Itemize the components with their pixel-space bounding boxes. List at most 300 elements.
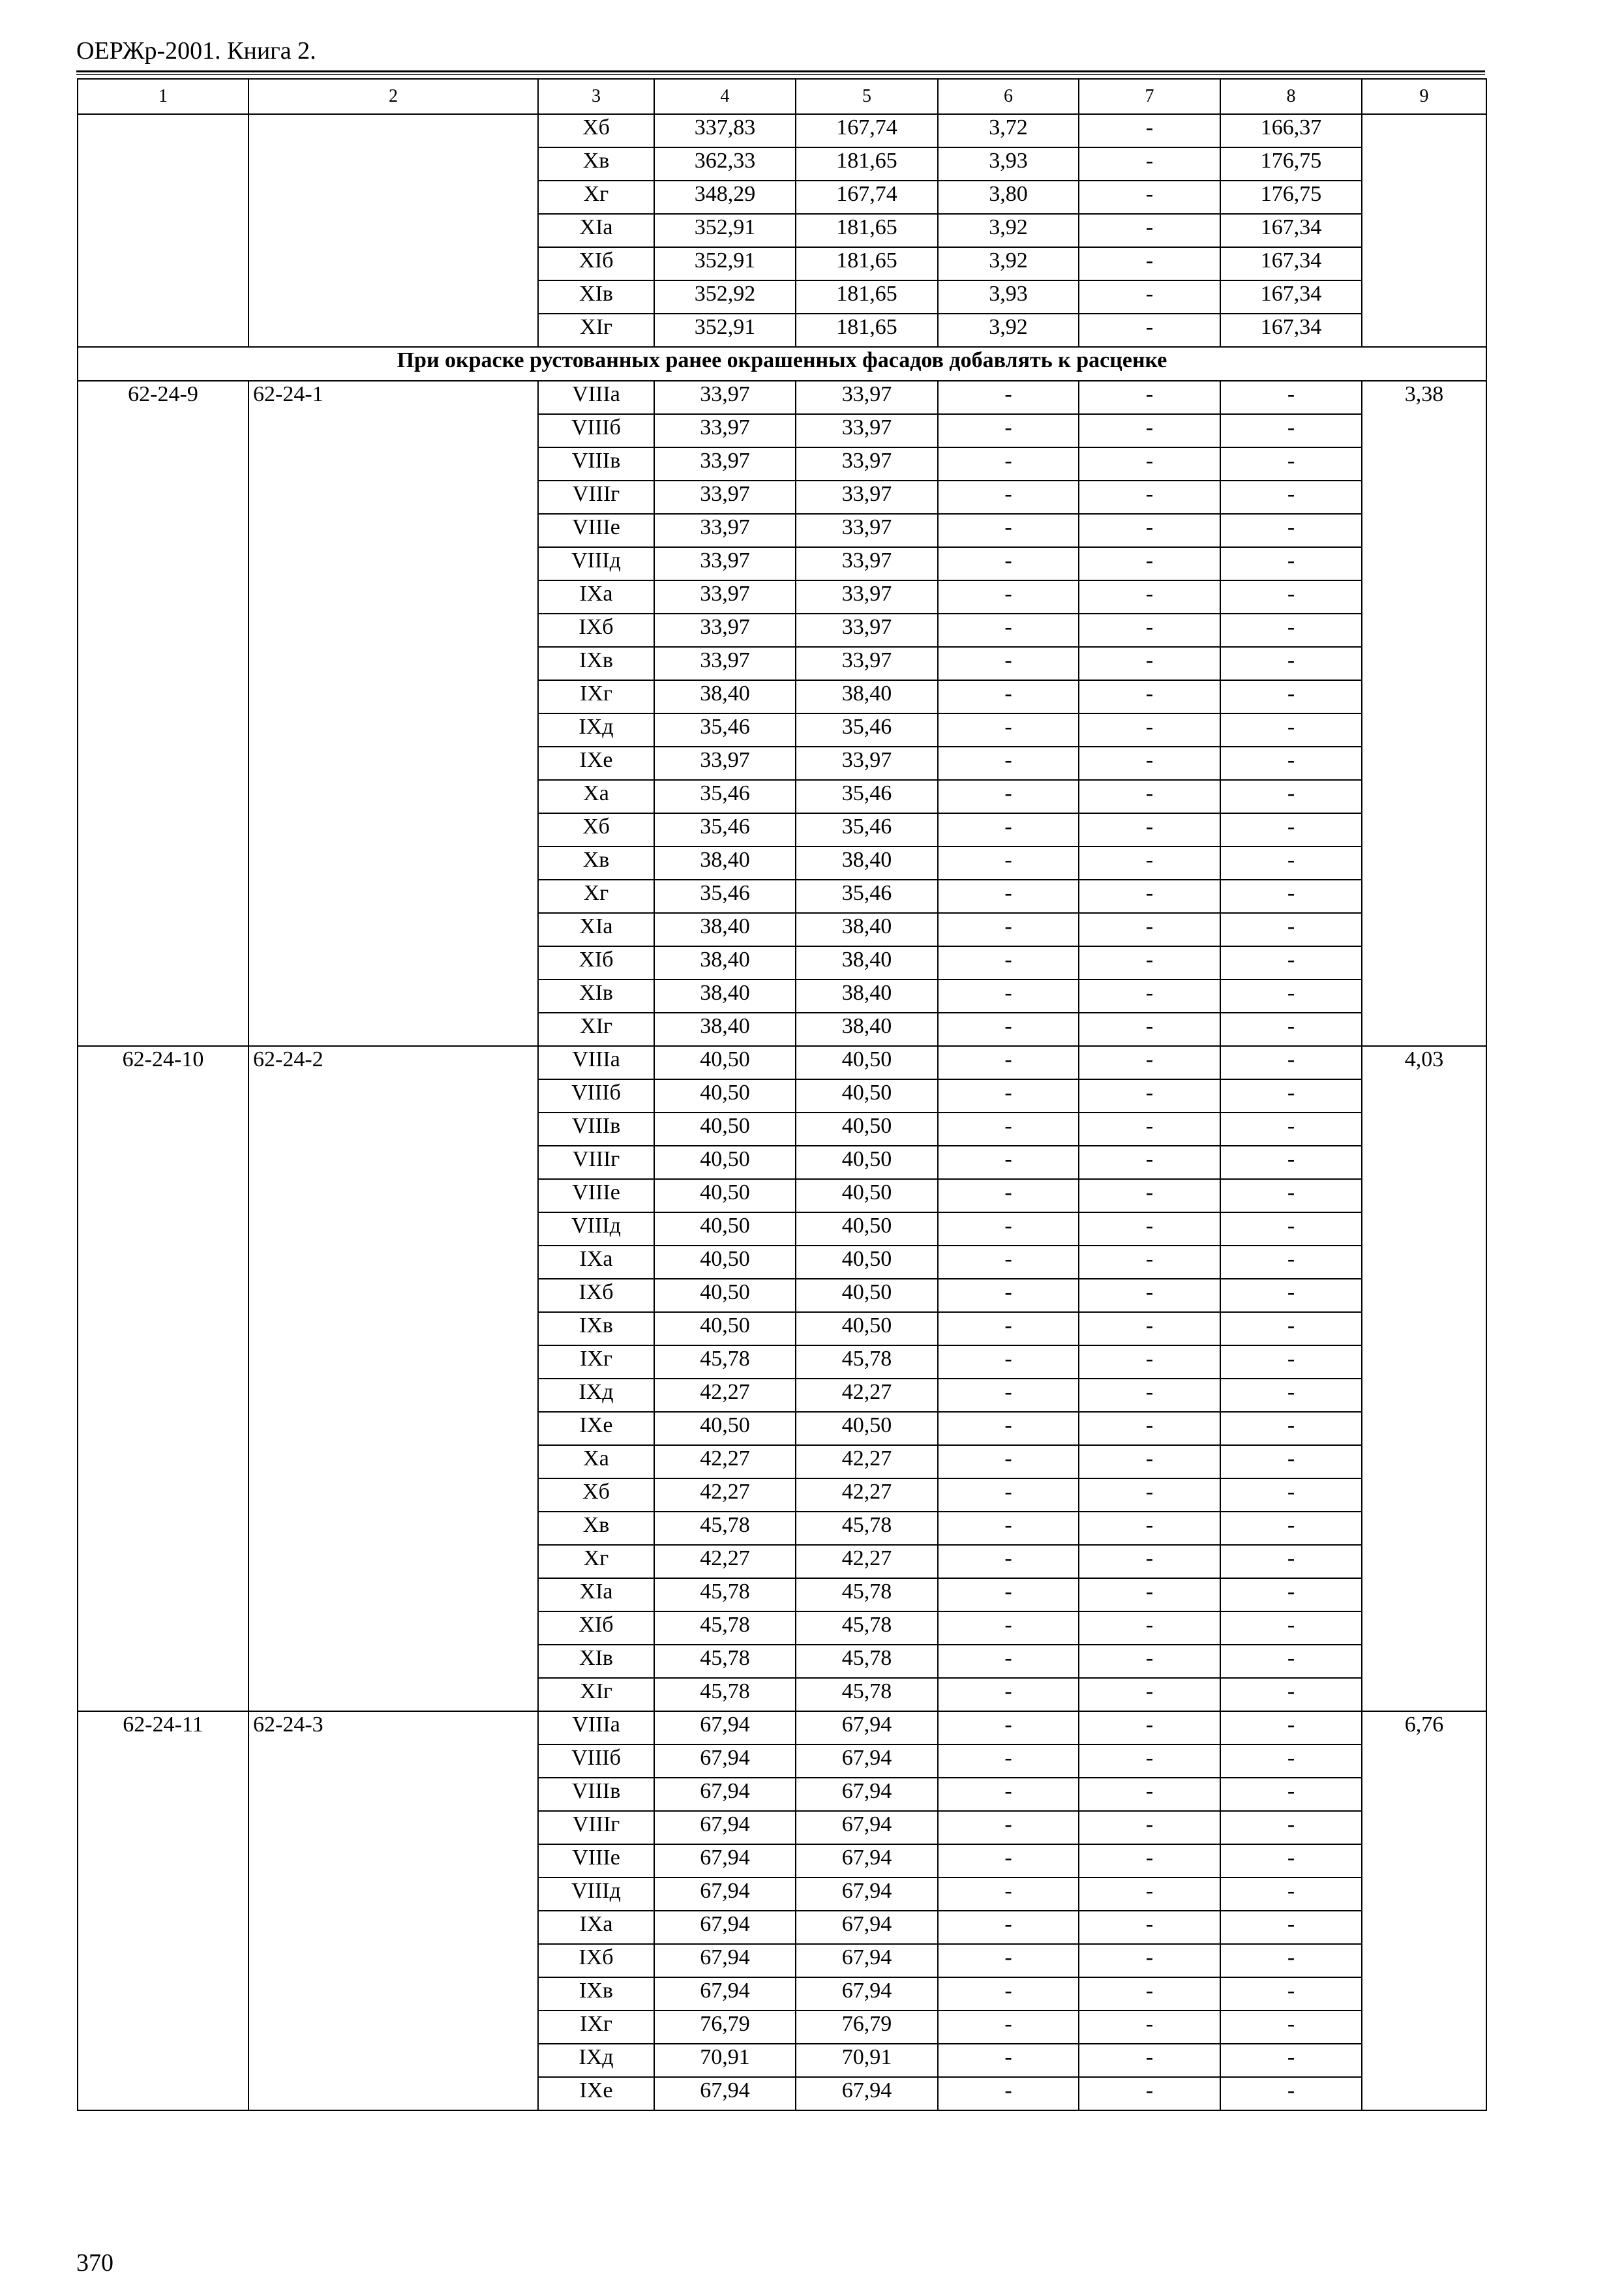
cell-c3: IXб: [538, 1279, 654, 1312]
cell-c4: 38,40: [654, 680, 796, 713]
cell-c6: -: [938, 1478, 1079, 1512]
cell-c8: -: [1220, 2077, 1362, 2110]
cell-c5: 38,40: [796, 946, 938, 980]
cell-c7: -: [1079, 980, 1220, 1013]
cell-c4: 33,97: [654, 547, 796, 580]
cell-c5: 45,78: [796, 1578, 938, 1611]
cell-c3: Xг: [538, 181, 654, 214]
cell-c5: 38,40: [796, 1013, 938, 1046]
cell-c4: 45,78: [654, 1611, 796, 1645]
cell-c6: -: [938, 514, 1079, 547]
cell-c7: -: [1079, 1678, 1220, 1711]
cell-c5: 167,74: [796, 181, 938, 214]
cell-c4: 67,94: [654, 1778, 796, 1811]
cell-c8: -: [1220, 1878, 1362, 1911]
cell-c4: 33,97: [654, 481, 796, 514]
cell-c7: -: [1079, 1146, 1220, 1179]
cell-c6: -: [938, 1678, 1079, 1711]
cell-c3: Xб: [538, 1478, 654, 1512]
cell-c5: 33,97: [796, 647, 938, 680]
cell-c4: 38,40: [654, 980, 796, 1013]
cell-c7: -: [1079, 2044, 1220, 2077]
cell-c3: IXд: [538, 1379, 654, 1412]
cell-c7: -: [1079, 846, 1220, 880]
column-header: 6: [938, 79, 1079, 114]
cell-c6: -: [938, 1113, 1079, 1146]
column-header: 8: [1220, 79, 1362, 114]
cell-c4: 45,78: [654, 1678, 796, 1711]
cell-c5: 45,78: [796, 1611, 938, 1645]
cell-c4: 38,40: [654, 846, 796, 880]
cell-c9-empty: [1362, 114, 1486, 347]
cell-c3: XIа: [538, 913, 654, 946]
cell-c6: -: [938, 1911, 1079, 1944]
cell-c7: -: [1079, 1878, 1220, 1911]
cell-c8: -: [1220, 1445, 1362, 1478]
cell-c5: 33,97: [796, 614, 938, 647]
table-body: [78, 79, 1486, 2110]
cell-c6: -: [938, 1146, 1079, 1179]
column-header: 1: [78, 79, 248, 114]
cell-c6: -: [938, 2077, 1079, 2110]
cell-c4: 352,91: [654, 247, 796, 280]
cell-c6: 3,80: [938, 181, 1079, 214]
cell-c6: -: [938, 747, 1079, 780]
cell-c4: 40,50: [654, 1179, 796, 1212]
cell-c3: XIа: [538, 1578, 654, 1611]
cell-c6: -: [938, 614, 1079, 647]
cell-c3: VIIIа: [538, 1046, 654, 1079]
cell-c4: 33,97: [654, 514, 796, 547]
cell-c4: 35,46: [654, 880, 796, 913]
cell-c6: -: [938, 381, 1079, 414]
cell-c3: IXе: [538, 2077, 654, 2110]
cell-c6: -: [938, 1844, 1079, 1878]
cell-c6: -: [938, 2044, 1079, 2077]
cell-c3: IXг: [538, 680, 654, 713]
cell-c3: XIв: [538, 980, 654, 1013]
cell-c8: -: [1220, 1645, 1362, 1678]
cell-c6: 3,72: [938, 114, 1079, 147]
cell-c4: 40,50: [654, 1212, 796, 1246]
cell-c4: 45,78: [654, 1345, 796, 1379]
cell-c4: 45,78: [654, 1578, 796, 1611]
cell-c5: 45,78: [796, 1645, 938, 1678]
cell-c3: XIб: [538, 946, 654, 980]
cell-c3: XIа: [538, 214, 654, 247]
cell-c4: 40,50: [654, 1246, 796, 1279]
cell-c6: -: [938, 1179, 1079, 1212]
cell-c6: -: [938, 846, 1079, 880]
cell-c8: -: [1220, 1046, 1362, 1079]
cell-c7: -: [1079, 580, 1220, 614]
cell-c8: -: [1220, 1113, 1362, 1146]
cell-c6: -: [938, 1645, 1079, 1678]
cell-c7: -: [1079, 1744, 1220, 1778]
cell-c8: -: [1220, 547, 1362, 580]
cell-c3: VIIIд: [538, 1212, 654, 1246]
cell-c3: VIIIг: [538, 1811, 654, 1844]
cell-c5: 33,97: [796, 747, 938, 780]
table-row: [78, 1046, 1486, 1079]
cell-c6: -: [938, 1079, 1079, 1113]
cell-c4: 33,97: [654, 447, 796, 481]
price-table: [77, 78, 1487, 2111]
cell-c3: VIIIд: [538, 547, 654, 580]
header-rule-thin: [76, 74, 1485, 75]
cell-c8: 167,34: [1220, 280, 1362, 314]
cell-code-empty: [78, 114, 248, 347]
column-header: 3: [538, 79, 654, 114]
cell-c6: -: [938, 1013, 1079, 1046]
cell-c7: -: [1079, 813, 1220, 846]
cell-c6: -: [938, 713, 1079, 747]
cell-c4: 40,50: [654, 1146, 796, 1179]
cell-c8: -: [1220, 1545, 1362, 1578]
cell-c8: -: [1220, 447, 1362, 481]
cell-c3: VIIIа: [538, 1711, 654, 1744]
cell-c8: -: [1220, 1345, 1362, 1379]
cell-c4: 40,50: [654, 1046, 796, 1079]
cell-c7: -: [1079, 1079, 1220, 1113]
cell-c6: -: [938, 813, 1079, 846]
table-row: [78, 114, 1486, 147]
column-header: 7: [1079, 79, 1220, 114]
cell-c8: -: [1220, 1611, 1362, 1645]
cell-c8: 176,75: [1220, 147, 1362, 181]
column-number-row: [78, 79, 1486, 114]
cell-c7: -: [1079, 1345, 1220, 1379]
cell-c5: 40,50: [796, 1312, 938, 1345]
cell-c6: 3,92: [938, 314, 1079, 347]
cell-c5: 40,50: [796, 1079, 938, 1113]
cell-base-empty: [248, 114, 538, 347]
cell-c7: -: [1079, 1478, 1220, 1512]
cell-c5: 40,50: [796, 1412, 938, 1445]
cell-c5: 67,94: [796, 1878, 938, 1911]
cell-c4: 67,94: [654, 1944, 796, 1977]
cell-c4: 42,27: [654, 1478, 796, 1512]
cell-c9: 6,76: [1362, 1711, 1486, 2110]
cell-c8: -: [1220, 1678, 1362, 1711]
cell-c3: IXа: [538, 1246, 654, 1279]
cell-c3: Xб: [538, 114, 654, 147]
cell-c8: -: [1220, 1811, 1362, 1844]
cell-c7: -: [1079, 1778, 1220, 1811]
cell-c6: -: [938, 1312, 1079, 1345]
cell-c7: -: [1079, 647, 1220, 680]
cell-c3: VIIIб: [538, 1744, 654, 1778]
cell-c4: 45,78: [654, 1645, 796, 1678]
cell-c6: -: [938, 980, 1079, 1013]
cell-c3: Xв: [538, 147, 654, 181]
cell-c3: Xв: [538, 846, 654, 880]
cell-c7: -: [1079, 680, 1220, 713]
cell-c5: 181,65: [796, 247, 938, 280]
cell-c5: 35,46: [796, 813, 938, 846]
cell-c6: -: [938, 1811, 1079, 1844]
cell-c3: VIIIд: [538, 1878, 654, 1911]
column-header: 2: [248, 79, 538, 114]
cell-c5: 67,94: [796, 1744, 938, 1778]
cell-c7: -: [1079, 114, 1220, 147]
cell-c8: -: [1220, 1179, 1362, 1212]
cell-c8: -: [1220, 381, 1362, 414]
cell-c3: Xв: [538, 1512, 654, 1545]
cell-c8: 167,34: [1220, 214, 1362, 247]
cell-c3: VIIIг: [538, 481, 654, 514]
cell-c3: IXе: [538, 747, 654, 780]
cell-c3: IXг: [538, 2011, 654, 2044]
cell-c6: -: [938, 1545, 1079, 1578]
cell-c5: 167,74: [796, 114, 938, 147]
cell-c5: 38,40: [796, 680, 938, 713]
cell-c8: -: [1220, 1478, 1362, 1512]
cell-c4: 45,78: [654, 1512, 796, 1545]
cell-c8: -: [1220, 414, 1362, 447]
cell-c5: 35,46: [796, 713, 938, 747]
cell-base: 62-24-2: [248, 1046, 538, 1711]
cell-c4: 33,97: [654, 747, 796, 780]
cell-c4: 38,40: [654, 913, 796, 946]
cell-c5: 35,46: [796, 880, 938, 913]
cell-c4: 40,50: [654, 1113, 796, 1146]
cell-c5: 35,46: [796, 780, 938, 813]
cell-c7: -: [1079, 1312, 1220, 1345]
cell-c3: VIIIб: [538, 414, 654, 447]
cell-c5: 67,94: [796, 1711, 938, 1744]
column-header: 9: [1362, 79, 1486, 114]
cell-c3: XIв: [538, 1645, 654, 1678]
cell-c4: 352,92: [654, 280, 796, 314]
cell-c8: -: [1220, 580, 1362, 614]
cell-c6: -: [938, 1578, 1079, 1611]
cell-c7: -: [1079, 514, 1220, 547]
cell-c5: 42,27: [796, 1478, 938, 1512]
cell-c8: -: [1220, 713, 1362, 747]
cell-c3: VIIIа: [538, 381, 654, 414]
cell-c7: -: [1079, 280, 1220, 314]
cell-c6: -: [938, 1744, 1079, 1778]
cell-c5: 40,50: [796, 1046, 938, 1079]
cell-c9: 3,38: [1362, 381, 1486, 1046]
cell-c5: 33,97: [796, 381, 938, 414]
cell-c7: -: [1079, 946, 1220, 980]
cell-c3: VIIIг: [538, 1146, 654, 1179]
cell-c7: -: [1079, 1844, 1220, 1878]
cell-c8: -: [1220, 747, 1362, 780]
cell-c8: -: [1220, 1246, 1362, 1279]
document-header: [76, 37, 1485, 75]
cell-c8: -: [1220, 514, 1362, 547]
cell-c8: -: [1220, 1578, 1362, 1611]
cell-c6: -: [938, 1711, 1079, 1744]
cell-c4: 67,94: [654, 1711, 796, 1744]
cell-c7: -: [1079, 614, 1220, 647]
cell-base: 62-24-1: [248, 381, 538, 1046]
column-header: 5: [796, 79, 938, 114]
cell-c5: 33,97: [796, 481, 938, 514]
cell-c5: 33,97: [796, 514, 938, 547]
cell-c4: 70,91: [654, 2044, 796, 2077]
page-number: 370: [76, 2249, 113, 2277]
cell-c7: -: [1079, 1578, 1220, 1611]
cell-c8: -: [1220, 1844, 1362, 1878]
cell-c4: 337,83: [654, 114, 796, 147]
header-rule: [76, 70, 1485, 72]
cell-c3: XIв: [538, 280, 654, 314]
cell-c4: 67,94: [654, 1878, 796, 1911]
cell-c6: 3,92: [938, 247, 1079, 280]
cell-c8: -: [1220, 846, 1362, 880]
cell-c7: -: [1079, 1711, 1220, 1744]
cell-c4: 40,50: [654, 1412, 796, 1445]
cell-c6: -: [938, 2011, 1079, 2044]
cell-c6: -: [938, 1046, 1079, 1079]
cell-c5: 67,94: [796, 1977, 938, 2011]
cell-c5: 67,94: [796, 1944, 938, 1977]
cell-c4: 42,27: [654, 1379, 796, 1412]
cell-c5: 40,50: [796, 1212, 938, 1246]
cell-c8: -: [1220, 1744, 1362, 1778]
cell-c5: 40,50: [796, 1279, 938, 1312]
cell-c4: 40,50: [654, 1312, 796, 1345]
cell-c8: -: [1220, 1977, 1362, 2011]
cell-c8: -: [1220, 1312, 1362, 1345]
cell-c6: -: [938, 1512, 1079, 1545]
cell-c7: -: [1079, 1013, 1220, 1046]
cell-c4: 352,91: [654, 314, 796, 347]
cell-c7: -: [1079, 2077, 1220, 2110]
cell-c8: -: [1220, 1711, 1362, 1744]
cell-c5: 45,78: [796, 1345, 938, 1379]
cell-c7: -: [1079, 214, 1220, 247]
cell-c8: -: [1220, 481, 1362, 514]
cell-c5: 40,50: [796, 1179, 938, 1212]
cell-c7: -: [1079, 880, 1220, 913]
cell-c4: 38,40: [654, 1013, 796, 1046]
cell-c4: 35,46: [654, 813, 796, 846]
table-row: [78, 381, 1486, 414]
cell-c4: 33,97: [654, 647, 796, 680]
cell-c6: -: [938, 680, 1079, 713]
cell-c8: -: [1220, 1379, 1362, 1412]
cell-c7: -: [1079, 181, 1220, 214]
cell-c8: -: [1220, 680, 1362, 713]
cell-c5: 45,78: [796, 1512, 938, 1545]
cell-c8: 166,37: [1220, 114, 1362, 147]
cell-c4: 33,97: [654, 580, 796, 614]
cell-c4: 40,50: [654, 1279, 796, 1312]
cell-c6: -: [938, 1944, 1079, 1977]
cell-c7: -: [1079, 147, 1220, 181]
cell-c3: XIг: [538, 1013, 654, 1046]
cell-c6: -: [938, 580, 1079, 614]
cell-c3: VIIIб: [538, 1079, 654, 1113]
cell-c4: 38,40: [654, 946, 796, 980]
cell-c9: 4,03: [1362, 1046, 1486, 1711]
cell-c5: 38,40: [796, 980, 938, 1013]
cell-c7: -: [1079, 414, 1220, 447]
cell-c8: 176,75: [1220, 181, 1362, 214]
cell-c4: 35,46: [654, 780, 796, 813]
cell-c6: -: [938, 946, 1079, 980]
cell-c3: IXд: [538, 713, 654, 747]
cell-c3: IXб: [538, 614, 654, 647]
cell-c6: -: [938, 780, 1079, 813]
cell-c3: VIIIв: [538, 1778, 654, 1811]
cell-c8: -: [1220, 614, 1362, 647]
cell-c3: Xа: [538, 1445, 654, 1478]
cell-c3: XIг: [538, 1678, 654, 1711]
cell-c5: 67,94: [796, 1778, 938, 1811]
cell-c7: -: [1079, 1811, 1220, 1844]
cell-c6: -: [938, 547, 1079, 580]
cell-c4: 33,97: [654, 414, 796, 447]
cell-c4: 67,94: [654, 1977, 796, 2011]
cell-c8: -: [1220, 1944, 1362, 1977]
cell-c3: Xб: [538, 813, 654, 846]
cell-c8: -: [1220, 880, 1362, 913]
document-title: ОЕРЖр-2001. Книга 2.: [76, 37, 316, 65]
cell-c6: -: [938, 1279, 1079, 1312]
cell-c3: VIIIе: [538, 1844, 654, 1878]
cell-c7: -: [1079, 1445, 1220, 1478]
cell-c3: IXв: [538, 1977, 654, 2011]
table-row: [78, 1711, 1486, 1744]
cell-c6: 3,92: [938, 214, 1079, 247]
cell-c6: 3,93: [938, 280, 1079, 314]
cell-c7: -: [1079, 713, 1220, 747]
cell-c5: 42,27: [796, 1379, 938, 1412]
cell-c8: -: [1220, 1512, 1362, 1545]
cell-c8: -: [1220, 1911, 1362, 1944]
cell-c5: 45,78: [796, 1678, 938, 1711]
cell-c4: 67,94: [654, 1911, 796, 1944]
cell-c8: -: [1220, 1146, 1362, 1179]
cell-c3: IXб: [538, 1944, 654, 1977]
cell-c7: -: [1079, 1246, 1220, 1279]
cell-c3: XIб: [538, 247, 654, 280]
cell-c5: 38,40: [796, 846, 938, 880]
cell-c4: 67,94: [654, 1811, 796, 1844]
cell-c5: 33,97: [796, 414, 938, 447]
cell-c8: -: [1220, 946, 1362, 980]
cell-c7: -: [1079, 1412, 1220, 1445]
cell-c4: 352,91: [654, 214, 796, 247]
cell-c5: 40,50: [796, 1246, 938, 1279]
cell-c5: 181,65: [796, 147, 938, 181]
cell-c3: XIб: [538, 1611, 654, 1645]
cell-c7: -: [1079, 1279, 1220, 1312]
cell-c8: -: [1220, 1412, 1362, 1445]
cell-c4: 67,94: [654, 1744, 796, 1778]
cell-c5: 42,27: [796, 1545, 938, 1578]
cell-c5: 38,40: [796, 913, 938, 946]
cell-c5: 67,94: [796, 1844, 938, 1878]
cell-c6: -: [938, 1246, 1079, 1279]
cell-c3: IXв: [538, 647, 654, 680]
cell-c8: -: [1220, 1778, 1362, 1811]
cell-c7: -: [1079, 1512, 1220, 1545]
cell-c4: 67,94: [654, 1844, 796, 1878]
cell-c8: -: [1220, 2011, 1362, 2044]
cell-c3: Xг: [538, 1545, 654, 1578]
cell-base: 62-24-3: [248, 1711, 538, 2110]
cell-c8: -: [1220, 813, 1362, 846]
cell-c3: Xа: [538, 780, 654, 813]
cell-c3: IXв: [538, 1312, 654, 1345]
